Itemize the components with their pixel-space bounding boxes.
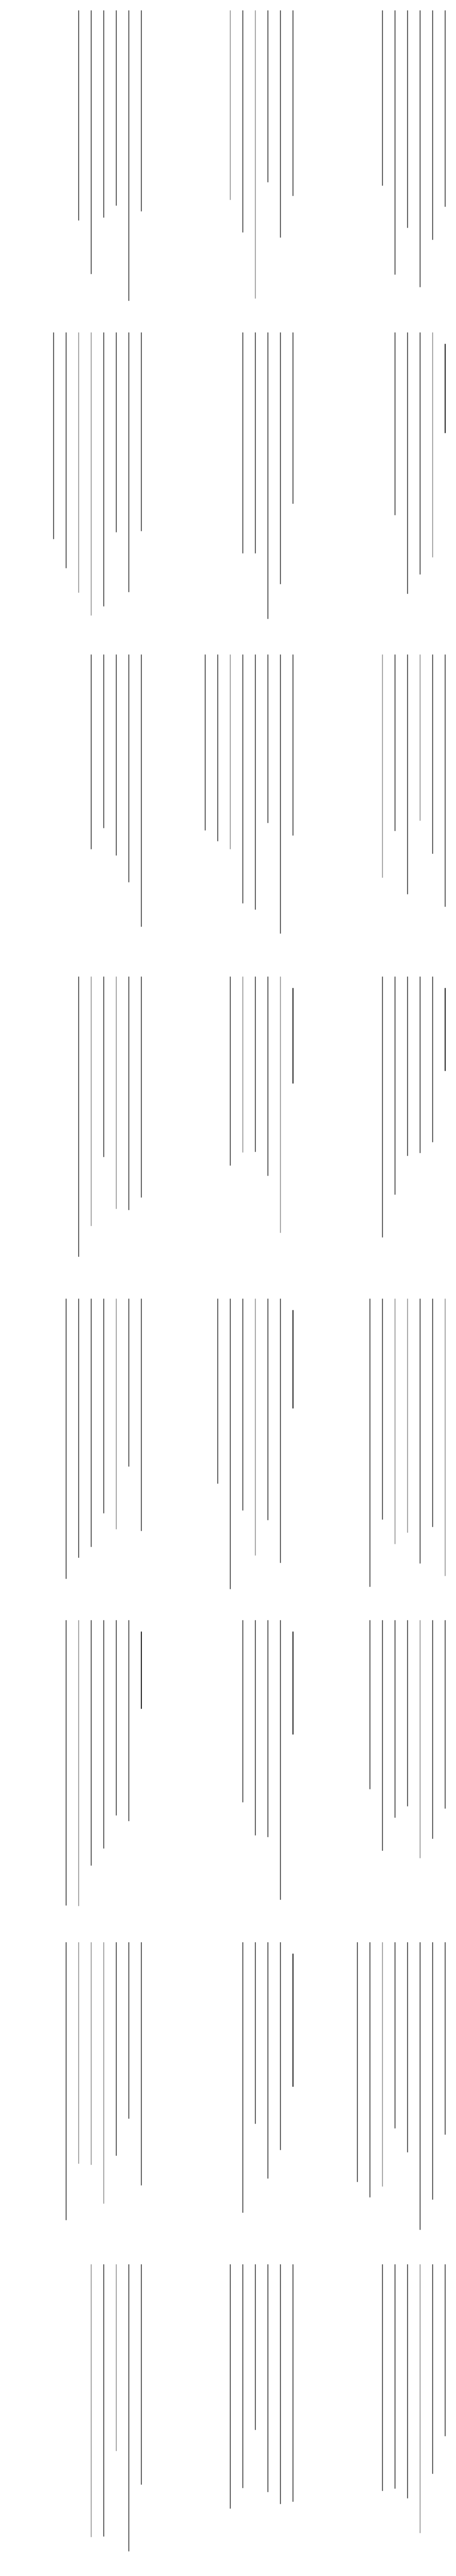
text-line: [267, 654, 268, 823]
text-line: [128, 1620, 129, 1821]
text-line: [128, 1942, 129, 2119]
text-line: [420, 1942, 421, 2230]
text-line: [445, 654, 446, 907]
text-line: [267, 1620, 268, 1837]
page-band: [0, 1299, 456, 1600]
text-line: [255, 1942, 256, 2123]
text-line: [255, 2264, 256, 2430]
text-line: [445, 2264, 446, 2436]
text-line: [267, 976, 268, 1176]
text-line: [103, 976, 104, 1158]
text-line: [292, 988, 294, 1084]
text-line: [103, 654, 104, 828]
text-line: [242, 1620, 243, 1802]
text-line: [394, 1620, 396, 1818]
text-line: [255, 1620, 256, 1836]
text-line: [382, 2264, 383, 2491]
text-line: [53, 332, 54, 539]
text-line: [103, 1620, 104, 1848]
text-line: [420, 1620, 421, 1858]
text-line: [230, 10, 231, 200]
text-line: [420, 976, 421, 1153]
text-line: [445, 988, 446, 1072]
text-line: [230, 1299, 231, 1590]
text-line: [205, 654, 206, 831]
text-line: [91, 2264, 92, 2537]
text-line: [280, 976, 281, 1233]
text-line: [432, 10, 433, 240]
text-line: [116, 2264, 117, 2451]
text-line: [382, 1620, 383, 1850]
text-line: [103, 2264, 104, 2537]
text-line: [141, 1631, 142, 1708]
text-line: [394, 332, 396, 515]
text-line: [407, 1942, 408, 2152]
text-line: [280, 1942, 281, 2150]
text-line: [267, 332, 268, 619]
text-line: [432, 2264, 433, 2474]
text-line: [128, 2264, 129, 2551]
text-line: [128, 976, 129, 1211]
text-line: [103, 1942, 104, 2203]
text-line: [242, 332, 243, 554]
text-line: [407, 1620, 408, 1806]
text-line: [91, 10, 92, 274]
text-line: [369, 1299, 370, 1588]
text-line: [445, 1942, 446, 2135]
text-line: [116, 654, 117, 856]
text-line: [242, 10, 243, 233]
text-line: [445, 10, 446, 207]
text-line: [292, 332, 294, 504]
text-line: [141, 332, 142, 532]
text-line: [445, 1620, 446, 1809]
text-line: [66, 1620, 67, 1906]
text-line: [267, 2264, 268, 2492]
text-line: [91, 976, 92, 1226]
text-line: [280, 1299, 281, 1564]
text-line: [230, 654, 231, 849]
text-line: [128, 10, 129, 301]
text-line: [141, 976, 142, 1198]
text-line: [292, 10, 294, 196]
text-line: [394, 654, 396, 832]
text-line: [230, 2264, 231, 2509]
text-line: [432, 332, 433, 557]
text-line: [242, 976, 243, 1153]
text-line: [407, 654, 408, 894]
text-line: [445, 1299, 446, 1577]
text-line: [91, 654, 92, 849]
text-line: [432, 654, 433, 854]
text-line: [280, 1620, 281, 1900]
text-line: [141, 1942, 142, 2185]
text-line: [292, 654, 294, 836]
text-line: [292, 1954, 294, 2087]
text-line: [420, 654, 421, 821]
text-line: [242, 1942, 243, 2212]
text-line: [292, 2264, 294, 2502]
text-line: [66, 1299, 67, 1580]
text-line: [382, 1299, 383, 1520]
text-line: [255, 1299, 256, 1556]
text-line: [141, 1299, 142, 1531]
text-line: [255, 10, 256, 299]
text-line: [267, 1942, 268, 2178]
text-line: [280, 2264, 281, 2504]
text-line: [292, 1631, 294, 1734]
page-band: [0, 976, 456, 1278]
text-line: [78, 1299, 79, 1558]
text-line: [407, 1299, 408, 1533]
text-line: [382, 654, 383, 878]
text-line: [407, 2264, 408, 2498]
text-line: [78, 332, 79, 593]
text-line: [242, 1299, 243, 1511]
text-line: [420, 2264, 421, 2533]
text-line: [394, 976, 396, 1195]
text-line: [78, 10, 79, 221]
text-line: [128, 332, 129, 592]
text-line: [141, 654, 142, 927]
text-line: [116, 10, 117, 206]
text-line: [420, 10, 421, 287]
text-line: [280, 10, 281, 238]
text-line: [103, 1299, 104, 1513]
text-line: [267, 10, 268, 182]
text-line: [382, 1942, 383, 2186]
text-line: [128, 1299, 129, 1467]
text-line: [242, 654, 243, 904]
text-line: [116, 332, 117, 532]
text-line: [357, 1942, 358, 2182]
text-line: [432, 1942, 433, 2200]
text-line: [432, 1299, 433, 1527]
text-line: [141, 10, 142, 211]
text-line: [255, 654, 256, 910]
text-line: [407, 10, 408, 228]
text-line: [394, 1942, 396, 2128]
page-band: [0, 10, 456, 312]
text-line: [91, 1942, 92, 2165]
text-line: [280, 654, 281, 934]
text-line: [103, 332, 104, 607]
text-line: [292, 1310, 294, 1409]
page-band: [0, 1620, 456, 1922]
text-line: [432, 1620, 433, 1839]
text-line: [394, 1299, 396, 1545]
text-line: [394, 10, 396, 275]
text-line: [369, 1620, 370, 1789]
page-band: [0, 654, 456, 956]
text-line: [217, 1299, 218, 1484]
text-line: [407, 332, 408, 594]
text-line: [267, 1299, 268, 1521]
text-line: [116, 1942, 117, 2156]
text-line: [382, 10, 383, 186]
text-line: [128, 654, 129, 883]
text-line: [116, 976, 117, 1209]
text-line: [116, 1299, 117, 1529]
text-line: [420, 332, 421, 575]
page-band: [0, 1942, 456, 2244]
text-line: [91, 1299, 92, 1548]
text-line: [255, 332, 256, 554]
text-line: [280, 332, 281, 584]
text-line: [66, 1942, 67, 2220]
text-line: [394, 2264, 396, 2489]
text-line: [103, 10, 104, 218]
text-line: [255, 976, 256, 1152]
text-line: [369, 1942, 370, 2197]
text-line: [230, 976, 231, 1166]
text-line: [78, 1942, 79, 2164]
text-line: [432, 976, 433, 1142]
text-line: [242, 2264, 243, 2488]
text-line: [116, 1620, 117, 1815]
text-line: [141, 2264, 142, 2485]
text-line: [66, 332, 67, 568]
text-line: [78, 1620, 79, 1906]
text-line: [91, 332, 92, 616]
text-line: [407, 976, 408, 1156]
text-line: [91, 1620, 92, 1865]
text-line: [78, 976, 79, 1257]
page-band: [0, 2264, 456, 2566]
text-line: [445, 344, 446, 433]
text-line: [217, 654, 218, 841]
text-line: [420, 1299, 421, 1564]
text-line: [382, 976, 383, 1238]
page-band: [0, 332, 456, 634]
